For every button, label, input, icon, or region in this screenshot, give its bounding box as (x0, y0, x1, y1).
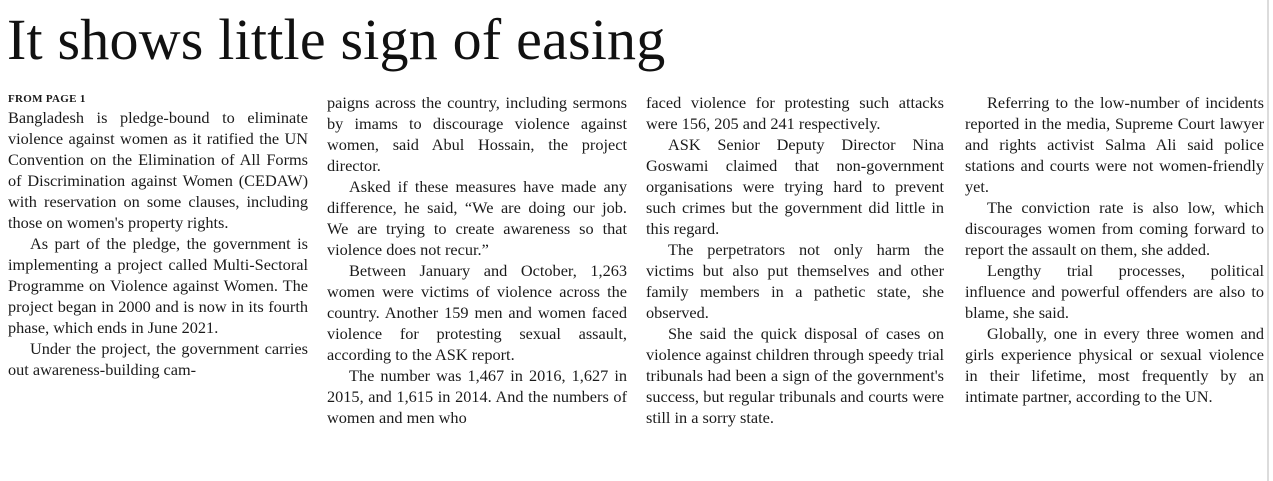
headline: It shows little sign of easing (7, 7, 666, 72)
paragraph: faced violence for protesting such attacks were 156, 205 and 241 respectively. (646, 93, 944, 133)
paragraph: ASK Senior Deputy Director Nina Goswami claimed that non-government organisations were trying hard to prevent such crimes but the government did little in this regard. (646, 135, 944, 238)
paragraph: The perpetrators not only harm the victims but also put themselves and other family members in a pathetic state, she observed. (646, 240, 944, 322)
paragraph: Between January and October, 1,263 women were victims of violence across the country. Another 159 men and women faced violence for protesting sexual assault, according to the ASK report. (327, 261, 627, 364)
page-edge-rule (1267, 0, 1269, 481)
column-4 (965, 92, 1264, 407)
column-3 (646, 92, 944, 428)
paragraph: The conviction rate is also low, which discourages women from coming forward to report the assault on them, she added. (965, 198, 1264, 259)
paragraph: paigns across the country, including sermons by imams to discourage violence against women, said Abul Hossain, the project director. (327, 93, 627, 175)
column-1 (8, 92, 308, 380)
paragraph: Globally, one in every three women and girls experience physical or sexual violence in their lifetime, most frequently by an intimate partner, according to the UN. (965, 324, 1264, 406)
paragraph: She said the quick disposal of cases on violence against children through speedy trial tribunals had been a sign of the government's success, but regular tribunals and courts were still in a sorry state. (646, 324, 944, 427)
paragraph: Lengthy trial processes, political influence and powerful offenders are also to blame, she said. (965, 261, 1264, 322)
paragraph: Asked if these measures have made any difference, he said, “We are doing our job. We are trying to create awareness so that violence does not recur.” (327, 177, 627, 259)
column-2 (327, 92, 627, 428)
paragraph: As part of the pledge, the government is implementing a project called Multi-Sectoral Programme on Violence against Women. The project began in 2000 and is now in its fourth phase, which ends in June 2021. (8, 234, 308, 337)
kicker: FROM PAGE 1 (8, 93, 86, 105)
paragraph: Bangladesh is pledge-bound to eliminate violence against women as it ratified the UN Convention on the Elimination of All Forms of Discrimination against Women (CEDAW) with reservation on some clauses, including those on women's property rights. (8, 108, 308, 232)
paragraph: Under the project, the government carries out awareness-building cam- (8, 339, 308, 379)
paragraph: The number was 1,467 in 2016, 1,627 in 2015, and 1,615 in 2014. And the numbers of women and men who (327, 366, 627, 427)
paragraph: Referring to the low-number of incidents reported in the media, Supreme Court lawyer and rights activist Salma Ali said police stations and courts were not women-friendly yet. (965, 93, 1264, 196)
